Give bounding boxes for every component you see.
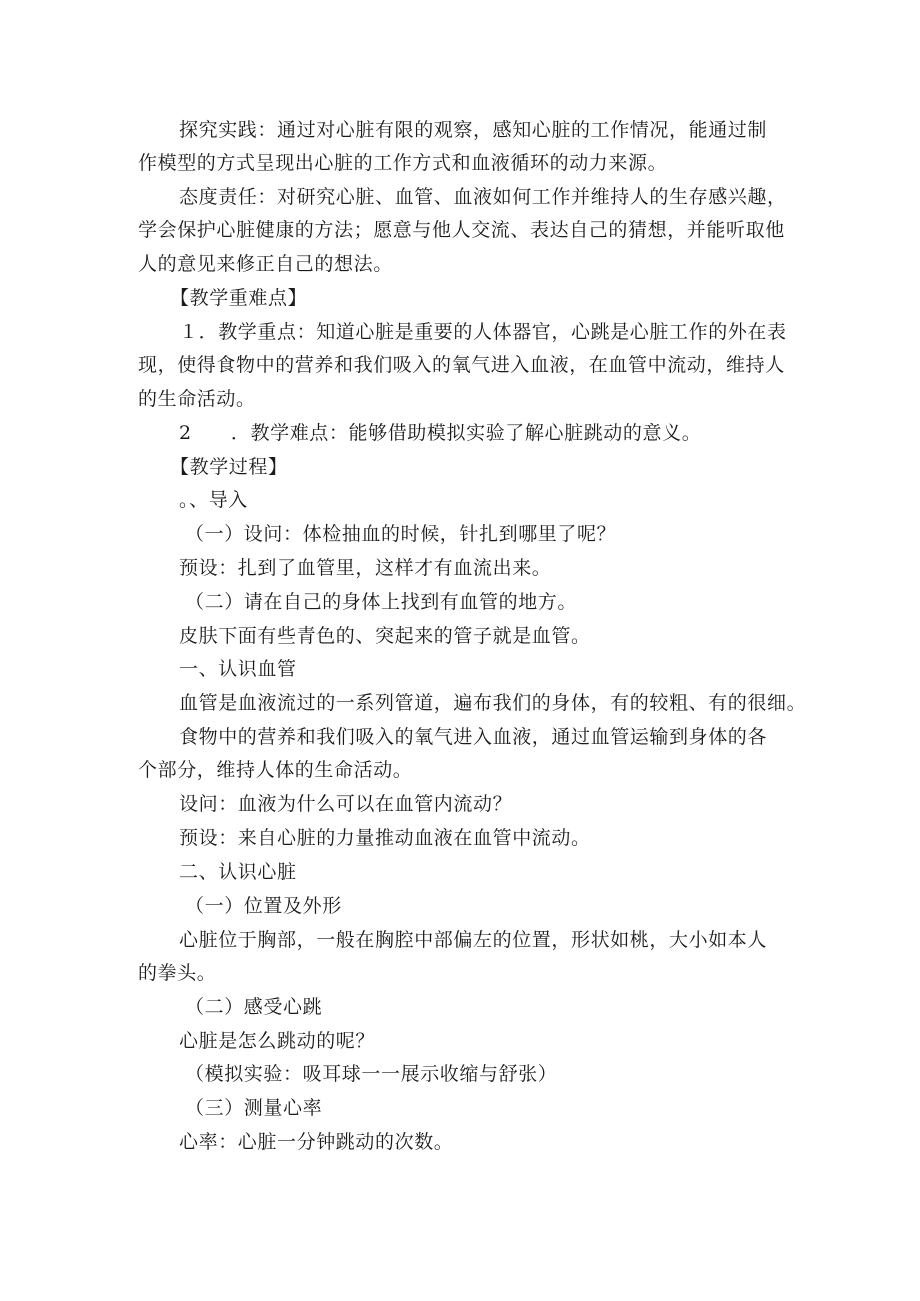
paragraph-line: （二）感受心跳 [185, 996, 323, 1018]
paragraph-line: （一）位置及外形 [185, 895, 342, 917]
paragraph-line: 食物中的营养和我们吸入的氧气进入血液，通过血管运输到身体的各 [179, 726, 768, 748]
paragraph-line: 血管是血液流过的一系列管道，遍布我们的身体，有的较粗、有的很细。 [179, 692, 807, 714]
paragraph-line: 二、认识心脏 [179, 861, 297, 883]
paragraph-line: 探究实践：通过对心脏有限的观察，感知心脏的工作情况，能通过制 [179, 119, 768, 141]
paragraph-line: 一、认识血管 [179, 658, 297, 680]
paragraph-line: 个部分，维持人体的生命活动。 [138, 759, 413, 781]
paragraph-line: 皮肤下面有些青色的、突起来的管子就是血管。 [179, 625, 591, 647]
paragraph-line: 现，使得食物中的营养和我们吸入的氧气进入血液，在血管中流动，维持人 [138, 354, 785, 376]
paragraph-line: 态度责任：对研究心脏、血管、血液如何工作并维持人的生存感兴趣， [179, 186, 787, 208]
paragraph-line: 心脏位于胸部，一般在胸腔中部偏左的位置，形状如桃，大小如本人 [179, 929, 768, 951]
paragraph-line: １．教学重点：知道心脏是重要的人体器官，心跳是心脏工作的外在表 [179, 321, 787, 343]
paragraph-line: 的生命活动。 [138, 388, 256, 410]
section-heading: 【教学过程】 [170, 456, 288, 478]
paragraph-line: （三）测量心率 [185, 1097, 323, 1119]
paragraph-line: 学会保护心脏健康的方法；愿意与他人交流、表达自己的猜想，并能听取他 [138, 219, 785, 241]
paragraph-line: （一）设问：体检抽血的时候，针扎到哪里了呢？ [185, 523, 617, 545]
paragraph-line: （模拟实验：吸耳球一一展示收缩与舒张） [185, 1063, 558, 1085]
paragraph-line: 心脏是怎么跳动的呢？ [179, 1030, 376, 1052]
paragraph-line: 设问：血液为什么可以在血管内流动？ [179, 793, 513, 815]
paragraph-line: 心率：心脏一分钟跳动的次数。 [179, 1131, 454, 1153]
paragraph-line: 人的意见来修正自己的想法。 [138, 253, 393, 275]
paragraph-line: 2 ．教学难点：能够借助模拟实验了解心脏跳动的意义。 [179, 422, 702, 444]
paragraph-line: 作模型的方式呈现出心脏的工作方式和血液循环的动力来源。 [138, 152, 668, 174]
paragraph-line: 。、导入 [179, 489, 248, 511]
paragraph-line: 预设：扎到了血管里，这样才有血流出来。 [179, 557, 552, 579]
paragraph-line: 的拳头。 [138, 962, 217, 984]
section-heading: 【教学重难点】 [170, 287, 308, 309]
paragraph-line: 预设：来自心脏的力量推动血液在血管中流动。 [179, 827, 591, 849]
paragraph-line: （二）请在自己的身体上找到有血管的地方。 [185, 591, 578, 613]
